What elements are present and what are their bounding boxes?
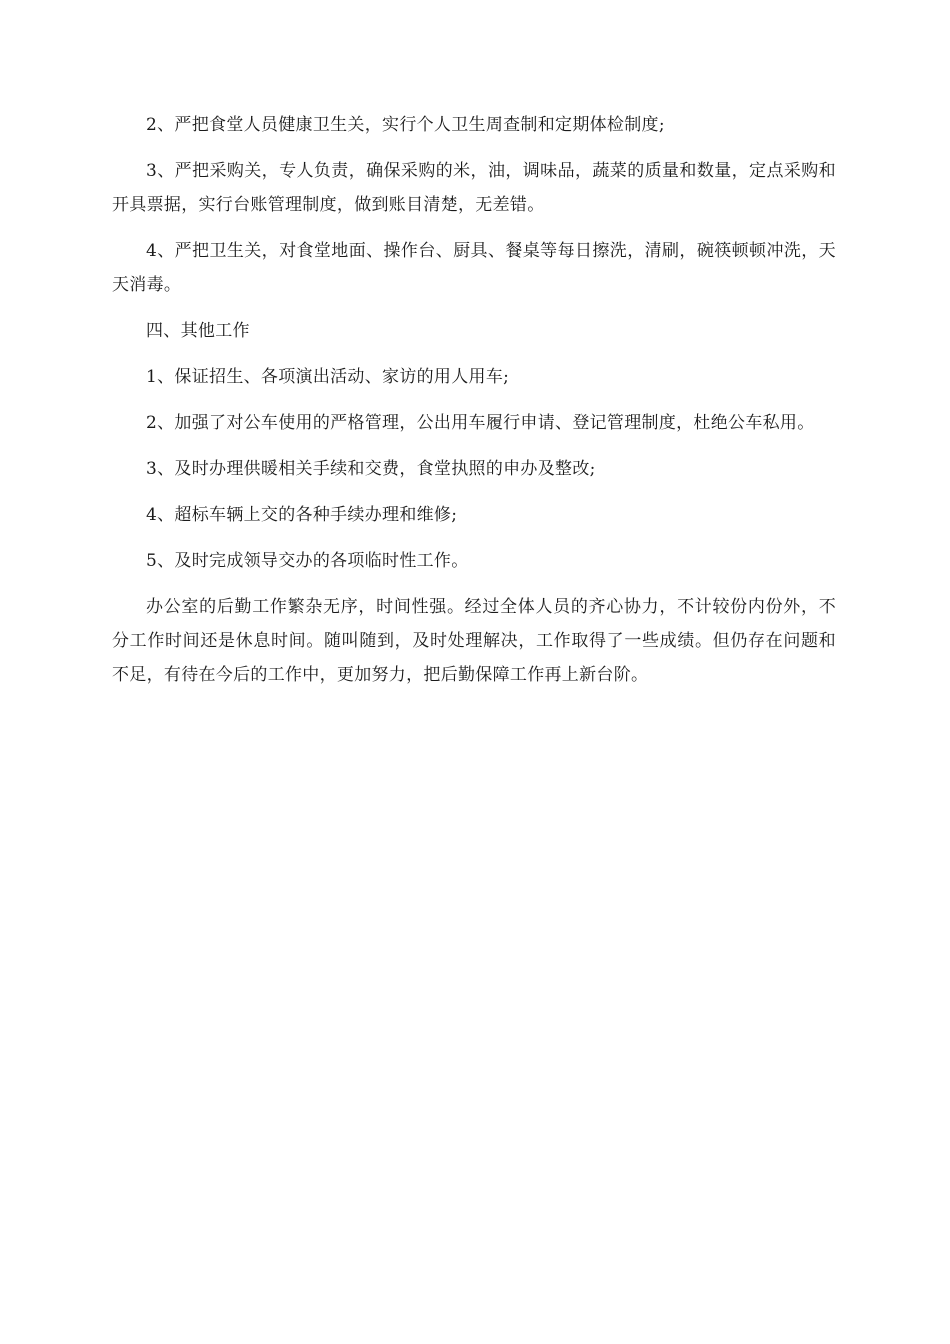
section-heading-other-work: 四、其他工作 <box>146 321 250 341</box>
paragraph-purchasing: 3、严把采购关，专人负责，确保采购的米，油，调味品，蔬菜的质量和数量，定点采购和开具票据，实行台账管理制度，做到账目清楚，无差错。 <box>112 161 836 215</box>
paragraph-hygiene: 4、严把卫生关，对食堂地面、操作台、厨具、餐桌等每日擦洗，清刷，碗筷顿顿冲洗，天天消毒。 <box>112 241 836 295</box>
paragraph-temporary-tasks: 5、及时完成领导交办的各项临时性工作。 <box>146 551 469 571</box>
document-body <box>112 108 836 704</box>
paragraph-vehicle-handover: 4、超标车辆上交的各种手续办理和维修; <box>146 505 458 525</box>
paragraph-summary: 办公室的后勤工作繁杂无序，时间性强。经过全体人员的齐心协力，不计较份内份外，不分工作时间还是休息时间。随叫随到，及时处理解决，工作取得了一些成绩。但仍存在问题和不足，有待在今后的工作中，更加努力，把后勤保障工作再上新台阶。 <box>112 597 836 685</box>
paragraph-canteen-health: 2、严把食堂人员健康卫生关，实行个人卫生周查制和定期体检制度; <box>146 115 665 135</box>
paragraph-vehicle-management: 2、加强了对公车使用的严格管理，公出用车履行申请、登记管理制度，杜绝公车私用。 <box>146 413 815 433</box>
paragraph-heating: 3、及时办理供暖相关手续和交费，食堂执照的申办及整改; <box>146 459 596 479</box>
paragraph-enrollment-vehicles: 1、保证招生、各项演出活动、家访的用人用车; <box>146 367 510 387</box>
